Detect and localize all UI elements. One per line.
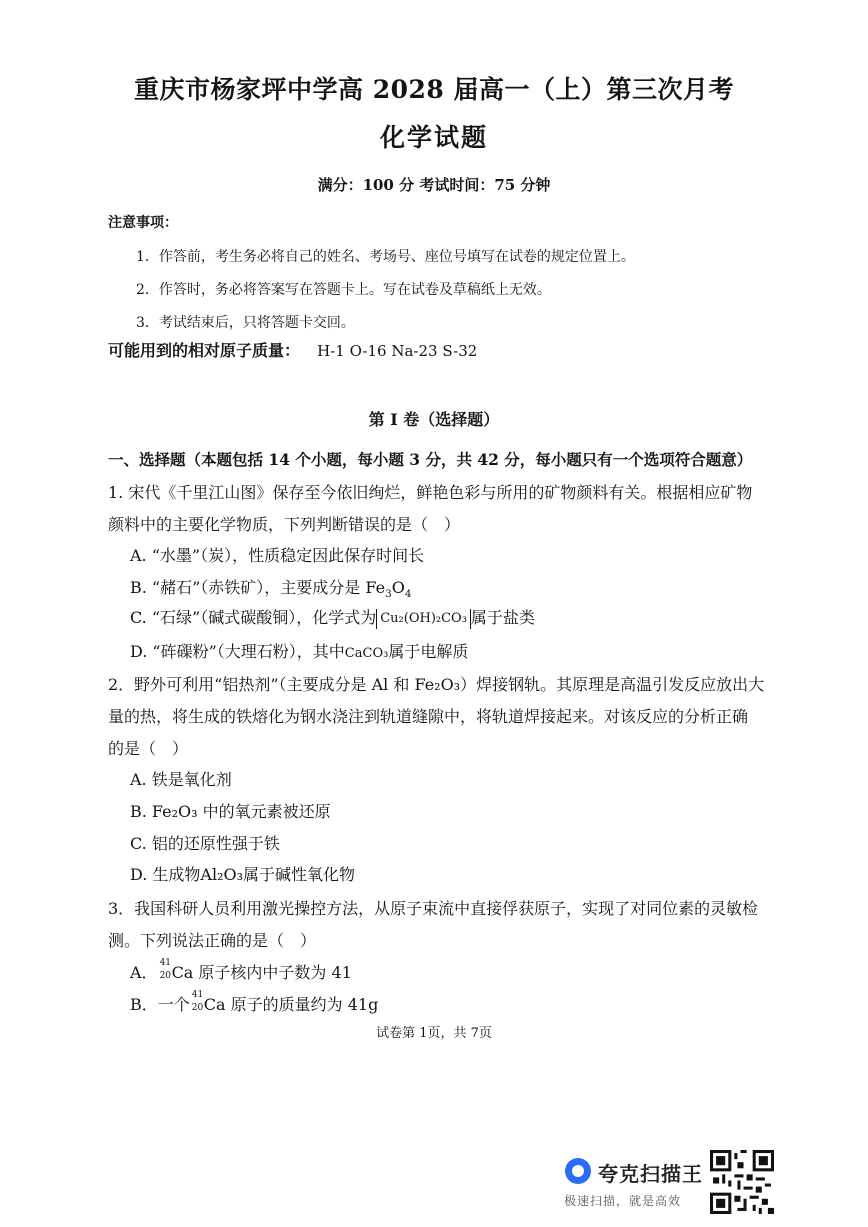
q1-option-c-text: 属于盐类 [470,608,535,627]
q3-option-b-text: B．一个 [130,995,190,1014]
volume-title: 第 I 卷（选择题） [368,410,500,429]
q2-option-b: B. Fe₂O₃ 中的氧元素被还原 [130,802,331,821]
q3-option-a [130,960,352,983]
q2-stem: 量的热，将生成的铁熔化为钢水浇注到轨道缝隙中，将轨道焊接起来。对该反应的分析正确 [108,707,749,726]
q1-option-b-text: O [391,578,405,597]
q3-option-b [130,992,378,1015]
exam-meta: 满分：100 分 考试时间：75 分钟 [317,176,551,194]
q1-option-b-text: B. “赭石”（赤铁矿），主要成分是 Fe [130,578,386,597]
atomic-masses [108,338,477,361]
q3-option-a-text: Ca 原子核内中子数为 41 [171,963,352,982]
exam-subtitle: 化学试题 [379,123,488,152]
exam-title: 重庆市杨家坪中学高 2028 届高一（上）第三次月考 [134,75,734,104]
q2-stem: 的是（ ） [108,739,189,758]
subscript: 3 [385,588,392,601]
q1-stem: 1. 宋代《千里江山图》保存至今依旧绚烂，鲜艳色彩与所用的矿物颜料有关。根据相应矿物 [108,483,753,502]
q1-option-d [130,639,468,662]
q2-stem: 2．野外可利用“铝热剂”（主要成分是 Al 和 Fe₂O₃）焊接钢轨。其原理是高温引发反应放出大 [108,675,765,694]
isotope-mass-number: 41 [191,990,204,1000]
watermark-slogan: 极速扫描，就是高效 [564,1194,682,1208]
q1-option-a: A. “水墨”（炭），性质稳定因此保存时间长 [130,546,425,565]
q3-option-a-text: A． [130,963,158,982]
scanner-watermark [560,1148,860,1218]
q2-option-c: C. 铝的还原性强于铁 [130,834,280,853]
atomic-masses-values: H-1 O-16 Na-23 S-32 [317,342,478,360]
isotope-mass-number: 41 [159,958,172,968]
q3-stem: 3．我国科研人员利用激光操控方法，从原子束流中直接俘获原子，实现了对同位素的灵敏检 [108,899,759,918]
q1-option-d-text: 属于电解质 [388,642,469,661]
isotope-atomic-number: 20 [159,971,172,981]
watermark-brand: 夸克扫描王 [598,1162,703,1186]
notice-item: 1．作答前，考生务必将自己的姓名、考场号、座位号填写在试卷的规定位置上。 [136,249,635,265]
isotope-notation [190,990,204,1013]
subscript: 4 [404,588,412,601]
part-title: 一、选择题（本题包括 14 个小题，每小题 3 分，共 42 分，每小题只有一个选项符合题意） [108,450,753,469]
q2-option-d: D. 生成物Al₂O₃属于碱性氧化物 [130,865,356,884]
quark-logo-icon [565,1158,591,1184]
q1-option-b [130,575,412,601]
chemical-formula: CaCO₃ [344,646,389,661]
qr-code-icon [710,1150,774,1214]
isotope-atomic-number: 20 [191,1003,204,1013]
q1-option-c-text: C. “石绿”（碱式碳酸铜），化学式为 [130,608,377,627]
q2-option-a: A. 铁是氧化剂 [130,770,232,789]
isotope-notation [158,958,172,981]
q1-option-d-text: D. “砗磲粉”（大理石粉），其中 [130,642,345,661]
q3-option-b-text: Ca 原子的质量约为 41g [203,995,379,1014]
chemical-formula: Cu₂(OH)₂CO₃ [376,609,471,629]
notice-item: 3．考试结束后，只将答题卡交回。 [136,315,355,331]
q3-stem: 测。下列说法正确的是（ ） [108,931,317,950]
q1-option-c [130,605,535,629]
atomic-masses-label: 可能用到的相对原子质量： [108,341,301,360]
notice-item: 2．作答时，务必将答案写在答题卡上。写在试卷及草稿纸上无效。 [136,282,551,298]
q1-stem: 颜料中的主要化学物质，下列判断错误的是（ ） [108,515,461,534]
page-footer: 试卷第 1页，共 7页 [376,1026,492,1041]
notice-heading: 注意事项： [108,215,178,231]
